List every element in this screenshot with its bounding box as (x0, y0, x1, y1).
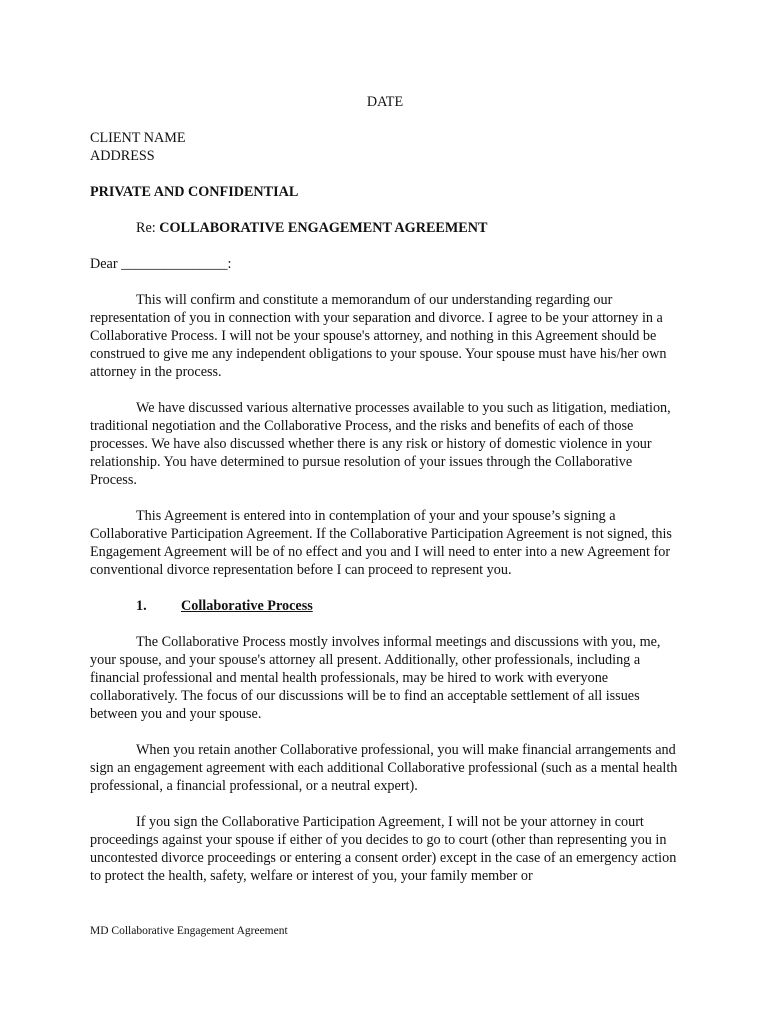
client-name: CLIENT NAME (90, 130, 186, 146)
page-footer: MD Collaborative Engagement Agreement (90, 925, 288, 937)
subject-line (90, 219, 680, 237)
section-title: Collaborative Process (181, 598, 313, 614)
subject-title: COLLABORATIVE ENGAGEMENT AGREEMENT (159, 220, 488, 236)
confidential-notice: PRIVATE AND CONFIDENTIAL (90, 184, 299, 200)
paragraph-intro: This will confirm and constitute a memorandum of our understanding regarding our representation of you in connection with your separation and divorce. I agree to be your attorney in a Collaborative Process. I will not be your spouse's attorney, and nothing in this Agreement should be construed to give me any independent obligations to your spouse. Your spouse must have his/her own attorney in the process. (90, 292, 667, 380)
client-address: ADDRESS (90, 148, 155, 164)
letter-body (90, 93, 680, 903)
paragraph-other-professionals: When you retain another Collaborative professional, you will make financial arrangements and sign an engagement agreement with each additional Collaborative professional (such as a mental health professional, a financial professional, or a neutral expert). (90, 742, 678, 794)
salutation: Dear _______________: (90, 256, 232, 272)
section-heading (90, 597, 680, 615)
paragraph-process-meetings: The Collaborative Process mostly involves informal meetings and discussions with you, me, your spouse, and your spouse's attorney all present. Additionally, other professionals, including a financial professional and mental health professionals, may be hired to work with everyone collaboratively. The focus of our discussions will be to find an acceptable settlement of all issues between you and your spouse. (90, 634, 661, 722)
paragraph-contemplation: This Agreement is entered into in contemplation of your and your spouse’s signing a Collaborative Participation Agreement. If the Collaborative Participation Agreement is not signed, this Engagement Agreement will be of no effect and you and I will need to enter into a new Agreement for conventional divorce representation before I can proceed to represent you. (90, 508, 672, 578)
section-number: 1. (136, 598, 147, 614)
paragraph-processes: We have discussed various alternative processes available to you such as litigation, mediation, traditional negotiation and the Collaborative Process, and the risks and benefits of each of those processes. We have also discussed whether there is any risk or history of domestic violence in your relationship. You have determined to pursue resolution of your issues through the Collaborative Process. (90, 400, 671, 488)
paragraph-court-proceedings: If you sign the Collaborative Participation Agreement, I will not be your attorney in court proceedings against your spouse if either of you decides to go to court (other than representing you in uncontested divorce proceedings or entering a consent order) except in the case of an emergency action to protect the health, safety, welfare or interest of you, your family member or (90, 814, 677, 884)
recipient-block (90, 129, 680, 165)
subject-prefix: Re: (136, 220, 156, 236)
letter-date: DATE (366, 94, 404, 110)
